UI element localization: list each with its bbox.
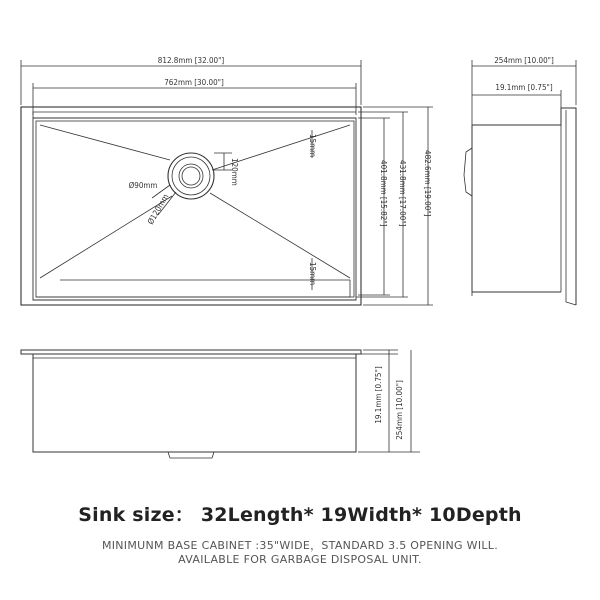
drain-outer-diameter-label: Ø120mm	[145, 192, 171, 226]
cabinet-note-line1: MINIMUNM BASE CABINET :35"WIDE，STANDARD 3.5 OPENING WILL.	[101, 539, 499, 552]
slope-top-label: 15mm	[308, 134, 317, 158]
drain-icon	[168, 153, 214, 199]
side-view	[464, 60, 576, 305]
inner-length-label: 762mm [30.00"]	[164, 78, 224, 87]
overall-width-label: 482.6mm [19.00"]	[423, 150, 432, 217]
front-view	[21, 350, 420, 458]
cabinet-note-line2: AVAILABLE FOR GARBAGE DISPOSAL UNIT.	[178, 553, 422, 566]
front-flange-label: 19.1mm [0.75"]	[374, 366, 383, 424]
sink-size-title: Sink size： 32Length* 19Width* 10Depth	[78, 504, 522, 526]
front-depth-label: 254mm [10.00"]	[395, 380, 404, 440]
mid-width-label: 431.8mm [17.00"]	[398, 160, 407, 227]
overall-length-label: 812.8mm [32.00"]	[157, 56, 225, 65]
side-depth-label: 254mm [10.00"]	[494, 56, 554, 65]
slope-bottom-label: 15mm	[308, 262, 317, 286]
top-view	[21, 60, 433, 305]
drain-inner-diameter-label: Ø90mm	[128, 181, 158, 190]
drain-height-label: 120mm	[230, 158, 239, 186]
inner-width-label: 401.8mm [15.82"]	[379, 160, 388, 227]
side-flange-label: 19.1mm [0.75"]	[495, 83, 553, 92]
